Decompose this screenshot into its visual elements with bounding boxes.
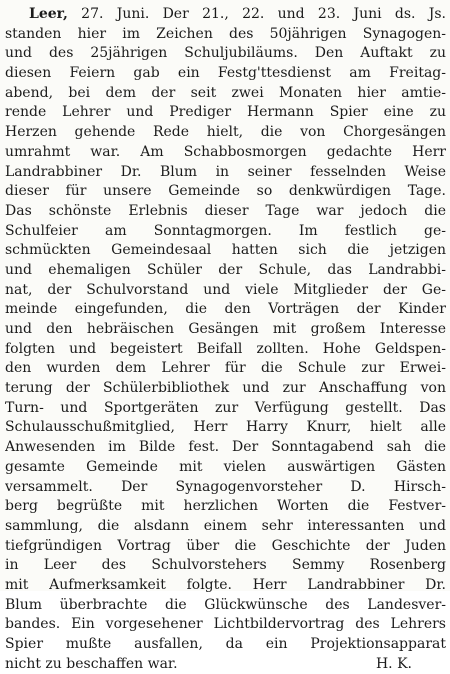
article-line-29: in Leer des Schulvorstehers Semmy Rosenberg	[5, 557, 446, 574]
article-line-31: Blum überbrachte die Glückwünsche des Landesver-	[5, 596, 446, 613]
article-line-25: versammelt. Der Synagogenvorsteher D. Hirsch-	[5, 478, 446, 495]
article-line-5: abend, bei dem der seit zwei Monaten hier amtie-	[5, 84, 446, 101]
article-line-22: Schulausschußmitglied, Herr Harry Knurr, hielt alle	[5, 419, 446, 436]
article-line-6: rende Lehrer und Prediger Hermann Spier eine zu	[5, 104, 446, 121]
article-line-28: tiefgründigen Vortrag über die Geschichte der Juden	[5, 537, 446, 554]
article-line-19: den wurden dem Lehrer für die Schule zur Erwei-	[5, 360, 446, 377]
article-line-14: und ehemaligen Schüler der Schule, das Landrabbi-	[5, 261, 446, 278]
article-line-32: bandes. Ein vorgesehener Lichtbildervortrag des Lehrers	[5, 616, 446, 633]
article-line-12: Schulfeier am Sonntagmorgen. Im festlich ge-	[5, 222, 446, 239]
dateline-place: Leer,	[29, 6, 68, 22]
article-line-1	[5, 5, 446, 25]
article-line-34: nicht zu beschaffen war.	[5, 655, 178, 672]
article-closing	[5, 655, 446, 674]
article-line-7: Herzen gehende Rede hielt, die von Chorgesängen	[5, 124, 446, 141]
article-line-11: Das schönste Erlebnis dieser Tage war jedoch die	[5, 202, 446, 219]
article-line-30: mit Aufmerksamkeit folgte. Herr Landrabbiner Dr.	[5, 576, 446, 593]
article-line-8: umrahmt war. Am Schabbosmorgen gedachte Herr	[5, 143, 446, 160]
article-line-24: gesamte Gemeinde mit vielen auswärtigen Gästen	[5, 458, 446, 475]
article-line-16: meinde eingefunden, die den Vorträgen der Kinder	[5, 301, 446, 318]
article-line-27: sammlung, die alsdann einem sehr interessanten und	[5, 517, 446, 534]
article-line-4: diesen Feiern gab ein Festg'ttesdienst am Freitag-	[5, 65, 446, 82]
newspaper-article	[5, 5, 446, 672]
article-line-23: Anwesenden im Bilde fest. Der Sonntagabend sah die	[5, 439, 446, 456]
article-line-20: terung der Schülerbibliothek und zur Anschaffung von	[5, 380, 446, 397]
article-line-9: Landrabbiner Dr. Blum in seiner fesselnden Weise	[5, 163, 446, 180]
article-line-10: dieser für unsere Gemeinde so denkwürdigen Tage.	[5, 183, 446, 200]
article-line-33: Spier mußte ausfallen, da ein Projektionsapparat	[5, 636, 446, 652]
author-signature: H. K.	[375, 655, 412, 672]
article-line-21: Turn- und Sportgeräten zur Verfügung gestellt. Das	[5, 399, 446, 416]
article-line-13: schmückten Gemeindesaal hatten sich die jetzigen	[5, 242, 446, 259]
article-line-2: standen hier im Zeichen des 50jährigen Synagogen-	[5, 25, 446, 42]
article-line-17: und den hebräischen Gesängen mit großem Interesse	[5, 321, 446, 337]
article-line-3: und des 25jährigen Schuljubiläums. Den Auftakt zu	[5, 45, 446, 62]
article-line-18: folgten und begeistert Beifall zollten. Hohe Geldspen-	[5, 340, 446, 357]
article-line-26: berg begrüßte mit herzlichen Worten die Festver-	[5, 498, 446, 515]
article-line-15: nat, der Schulvorstand und viele Mitglieder der Ge-	[5, 281, 446, 298]
dateline-text: 27. Juni. Der 21., 22. und 23. Juni ds. Js.	[67, 6, 446, 22]
